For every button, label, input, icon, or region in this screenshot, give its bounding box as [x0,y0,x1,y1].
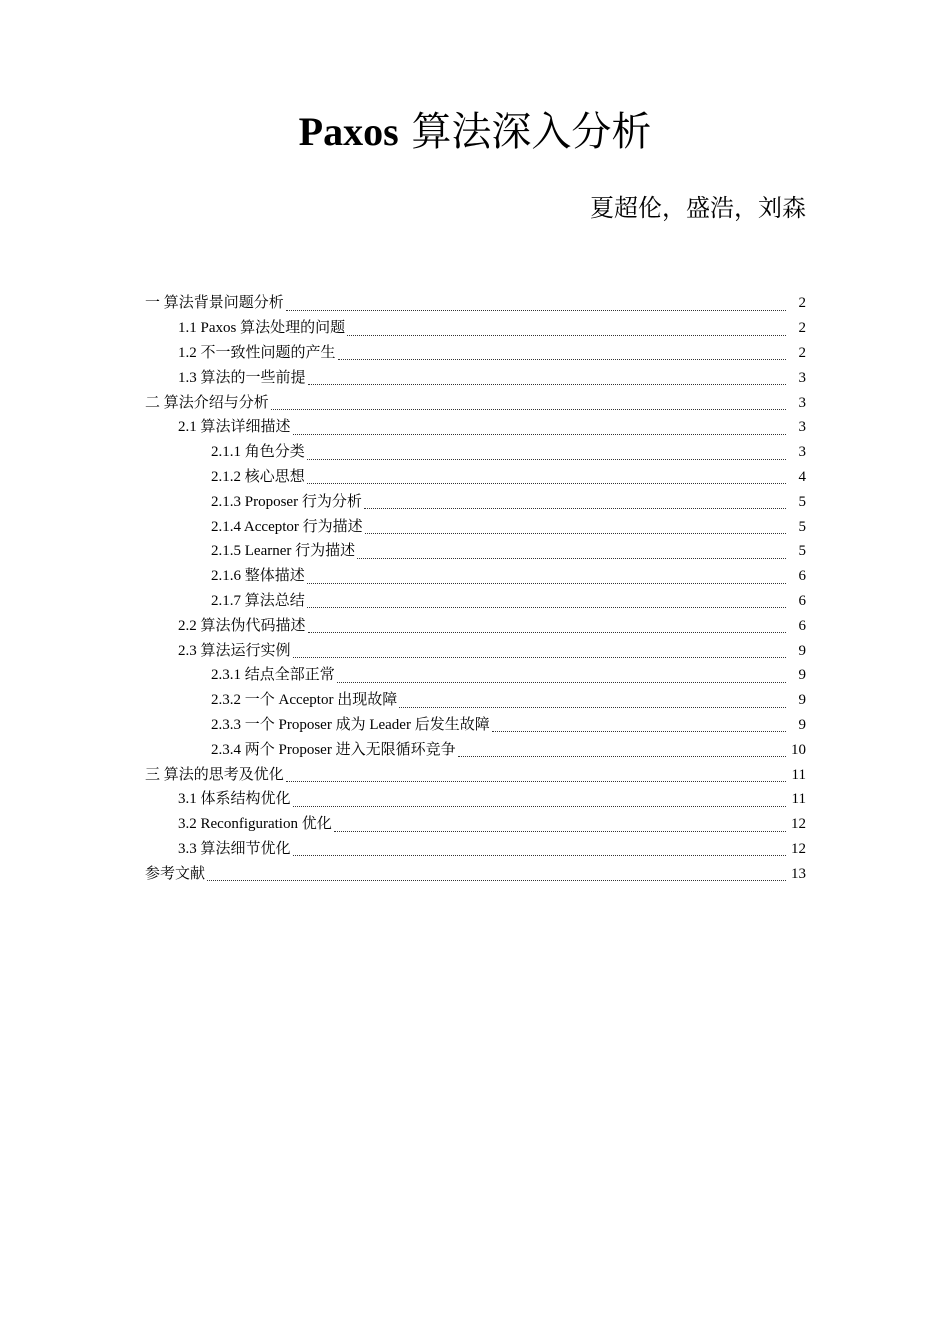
toc-entry[interactable] [145,663,806,688]
toc-entry-page-number: 6 [798,617,806,634]
toc-entry[interactable] [145,465,806,490]
toc-entry[interactable] [145,861,806,886]
toc-entry[interactable] [145,390,806,415]
toc-entry-label: 2.2 算法伪代码描述 [178,617,306,634]
toc-entry[interactable] [145,564,806,589]
toc-entry-label: 1.1 Paxos 算法处理的问题 [178,320,346,337]
toc-entry-page-number: 6 [798,592,806,609]
toc-entry[interactable] [145,440,806,465]
toc-entry[interactable] [145,589,806,614]
toc-entry-page-number: 6 [798,568,806,585]
toc-dot-leader [458,744,786,757]
toc-entry-page-number: 2 [798,295,806,312]
toc-entry[interactable] [145,688,806,713]
toc-entry-label: 参考文献 [145,865,206,882]
toc-entry-page-number: 9 [798,716,806,733]
toc-dot-leader [286,769,786,782]
table-of-contents [145,291,806,886]
toc-dot-leader [364,496,786,509]
toc-entry-label: 2.1.5 Learner 行为描述 [211,543,356,560]
toc-entry-label: 二 算法介绍与分析 [145,394,269,411]
toc-entry[interactable] [145,638,806,663]
toc-dot-leader [307,571,786,584]
toc-entry-page-number: 11 [791,791,806,808]
toc-dot-leader [347,323,786,336]
toc-dot-leader [308,372,786,385]
toc-dot-leader [399,695,786,708]
toc-dot-leader [271,397,786,410]
document-title [0,106,950,158]
toc-entry-page-number: 5 [798,493,806,510]
toc-entry-page-number: 2 [798,344,806,361]
toc-dot-leader [308,620,786,633]
toc-entry-label: 2.3.3 一个 Proposer 成为 Leader 后发生故障 [211,716,490,733]
toc-dot-leader [357,546,786,559]
toc-entry-page-number: 5 [798,543,806,560]
toc-entry[interactable] [145,514,806,539]
toc-entry-label: 2.1.1 角色分类 [211,444,305,461]
toc-entry[interactable] [145,713,806,738]
toc-entry-page-number: 2 [798,320,806,337]
toc-entry-label: 2.3.1 结点全部正常 [211,667,335,684]
toc-entry[interactable] [145,737,806,762]
toc-dot-leader [286,298,786,311]
toc-entry-page-number: 3 [798,419,806,436]
toc-dot-leader [293,645,786,658]
toc-dot-leader [307,471,786,484]
toc-entry-page-number: 10 [791,741,806,758]
toc-entry-page-number: 13 [791,865,806,882]
toc-entry[interactable] [145,316,806,341]
toc-entry-page-number: 12 [791,840,806,857]
toc-dot-leader [337,670,786,683]
toc-entry-label: 1.3 算法的一些前提 [178,369,306,386]
toc-entry-label: 2.3.4 两个 Proposer 进入无限循环竞争 [211,741,456,758]
authors-line: 夏超伦，盛浩，刘森 [590,194,806,222]
toc-entry-label: 2.1.3 Proposer 行为分析 [211,493,362,510]
toc-entry-label: 3.2 Reconfiguration 优化 [178,816,332,833]
toc-dot-leader [293,422,786,435]
toc-entry-page-number: 9 [798,692,806,709]
toc-entry[interactable] [145,365,806,390]
toc-entry[interactable] [145,787,806,812]
toc-entry-label: 1.2 不一致性问题的产生 [178,344,336,361]
toc-entry-label: 一 算法背景问题分析 [145,295,284,312]
toc-entry-page-number: 11 [791,766,806,783]
toc-entry-label: 2.1.7 算法总结 [211,592,305,609]
toc-dot-leader [338,347,786,360]
toc-entry-label: 2.3 算法运行实例 [178,642,291,659]
toc-entry-label: 2.1.6 整体描述 [211,568,305,585]
toc-entry-label: 2.3.2 一个 Acceptor 出现故障 [211,692,398,709]
toc-entry-page-number: 3 [798,369,806,386]
toc-entry[interactable] [145,837,806,862]
toc-entry[interactable] [145,291,806,316]
toc-entry-page-number: 3 [798,444,806,461]
toc-dot-leader [307,595,786,608]
toc-entry-label: 2.1.2 核心思想 [211,468,305,485]
toc-entry-page-number: 4 [798,468,806,485]
toc-entry[interactable] [145,812,806,837]
toc-entry-page-number: 5 [798,518,806,535]
toc-dot-leader [293,794,786,807]
toc-entry-label: 3.1 体系结构优化 [178,791,291,808]
toc-entry-label: 2.1 算法详细描述 [178,419,291,436]
toc-dot-leader [334,819,786,832]
toc-entry-label: 2.1.4 Acceptor 行为描述 [211,518,363,535]
toc-entry[interactable] [145,762,806,787]
toc-dot-leader [207,868,786,881]
toc-entry-page-number: 9 [798,642,806,659]
toc-entry[interactable] [145,341,806,366]
toc-entry-page-number: 3 [798,394,806,411]
title-chinese: 算法深入分析 [398,109,652,155]
toc-dot-leader [307,447,786,460]
toc-entry[interactable] [145,539,806,564]
toc-entry-label: 三 算法的思考及优化 [145,766,284,783]
title-latin: Paxos [298,109,399,154]
toc-dot-leader [492,719,786,732]
toc-entry[interactable] [145,489,806,514]
toc-entry-page-number: 12 [791,816,806,833]
toc-entry-label: 3.3 算法细节优化 [178,840,291,857]
toc-dot-leader [365,521,786,534]
toc-entry[interactable] [145,613,806,638]
toc-dot-leader [293,843,786,856]
toc-entry[interactable] [145,415,806,440]
toc-entry-page-number: 9 [798,667,806,684]
